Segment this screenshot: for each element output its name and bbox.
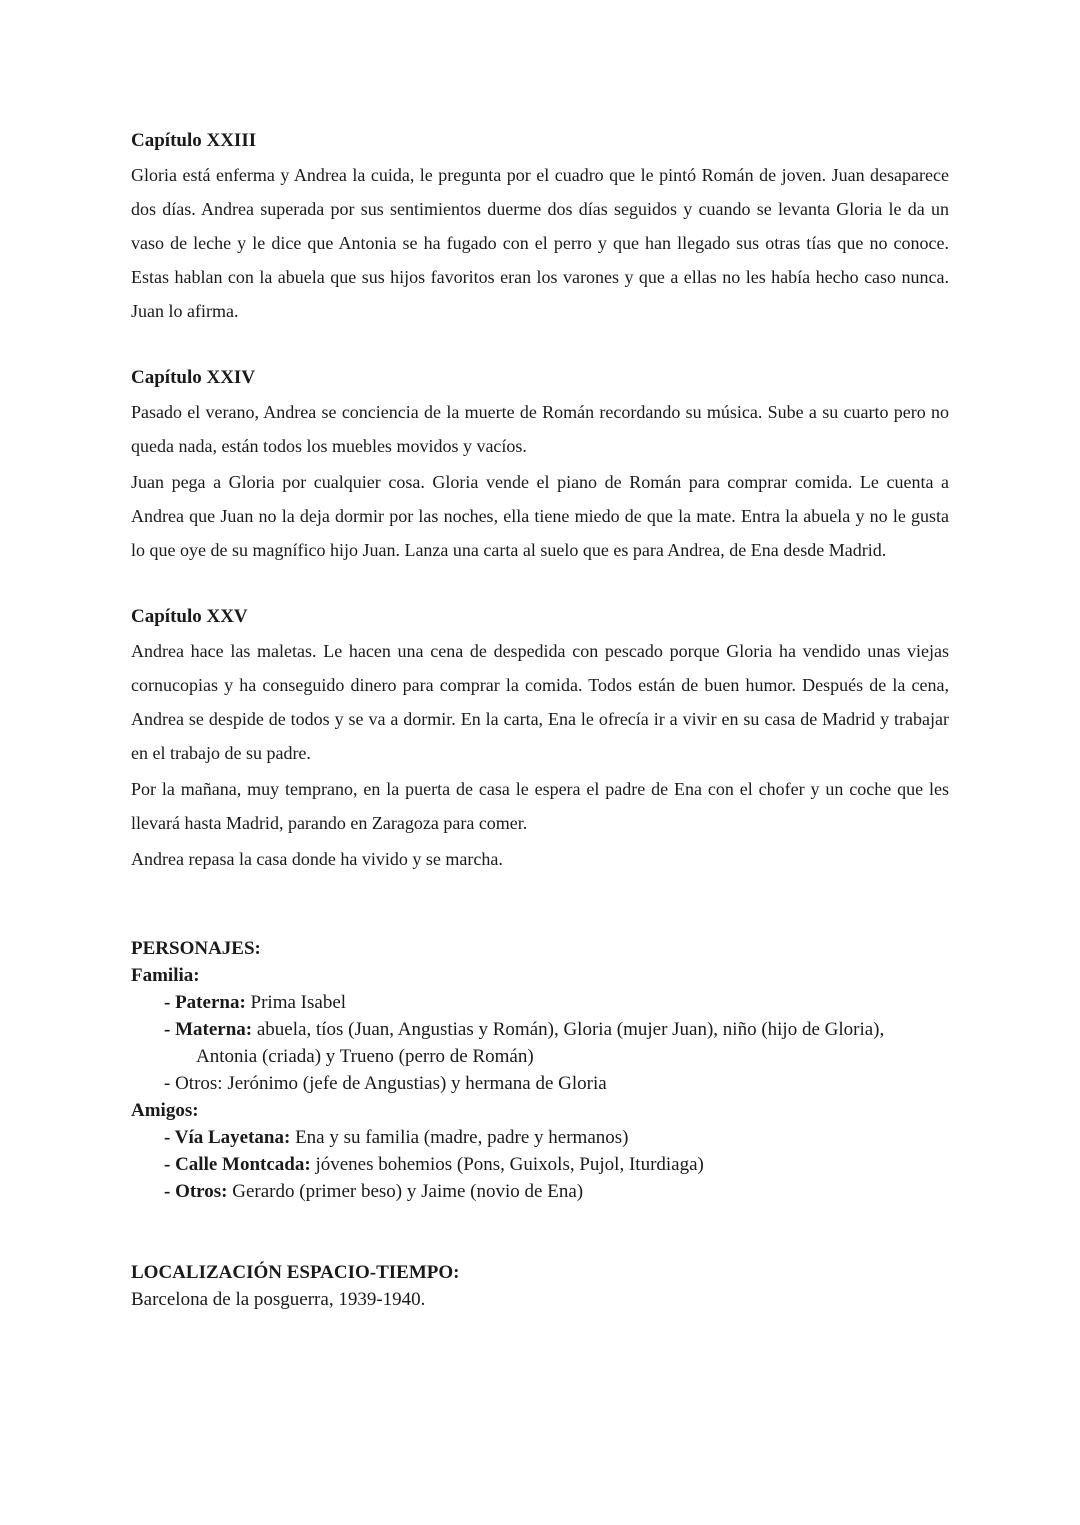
location-title: LOCALIZACIÓN ESPACIO-TIEMPO:	[131, 1262, 460, 1283]
materna-label: - Materna:	[164, 1019, 253, 1040]
chapter-paragraph: Andrea hace las maletas. Le hacen una cena de despedida con pescado porque Gloria ha vendido unas viejas cornucopias y ha conseguido dinero para comprar la comida. Todos están de buen humor. Después de la cena, Andrea se despide de todos y se va a dormir. En la carta, Ena le ofrecía ir a vivir en su casa de Madrid y trabajar en el trabajo de su padre.	[131, 641, 949, 763]
chapter-paragraph: Por la mañana, muy temprano, en la puerta de casa le espera el padre de Ena con el chofer y un coche que les llevará hasta Madrid, parando en Zaragoza para comer.	[131, 779, 949, 833]
chapter-title: Capítulo XXIII	[131, 130, 257, 151]
location-section	[131, 1259, 949, 1313]
family-materna-continued: Antonia (criada) y Trueno (perro de Román)	[196, 1046, 534, 1067]
otros-text: Gerardo (primer beso) y Jaime (novio de Ena)	[227, 1181, 584, 1202]
via-text: Ena y su familia (madre, padre y hermanos)	[290, 1127, 629, 1148]
otros-label: - Otros:	[164, 1181, 228, 1202]
characters-section	[131, 935, 949, 1205]
paterna-label: - Paterna:	[164, 992, 246, 1013]
paterna-text: Prima Isabel	[245, 992, 347, 1013]
characters-title: PERSONAJES:	[131, 938, 261, 959]
chapter-23	[131, 128, 949, 328]
chapter-24	[131, 365, 949, 567]
document-page	[131, 128, 949, 1313]
chapter-title: Capítulo XXV	[131, 606, 248, 627]
friends-via-layetana	[131, 1124, 949, 1151]
calle-label: - Calle Montcada:	[164, 1154, 311, 1175]
chapter-paragraph: Gloria está enferma y Andrea la cuida, le pregunta por el cuadro que le pintó Román de joven. Juan desaparece dos días. Andrea superada por sus sentimientos duerme dos días seguidos y cuando se levanta Gloria le da un vaso de leche y le dice que Antonia se ha fugado con el perro y que han llegado sus otras tías que no conoce. Estas hablan con la abuela que sus hijos favoritos eran los varones y que a ellas no les había hecho caso nunca. Juan lo afirma.	[131, 165, 949, 321]
via-label: - Vía Layetana:	[164, 1127, 291, 1148]
family-otros: - Otros: Jerónimo (jefe de Angustias) y hermana de Gloria	[164, 1073, 607, 1094]
friends-calle-montcada	[131, 1151, 949, 1178]
chapter-paragraph: Juan pega a Gloria por cualquier cosa. Gloria vende el piano de Román para comprar comida. Le cuenta a Andrea que Juan no la deja dormir por las noches, ella tiene miedo de que la mate. Entra la abuela y no le gusta lo que oye de su magnífico hijo Juan. Lanza una carta al suelo que es para Andrea, de Ena desde Madrid.	[131, 472, 949, 560]
chapter-paragraph: Andrea repasa la casa donde ha vivido y se marcha.	[131, 849, 503, 869]
family-label: Familia:	[131, 965, 200, 986]
friends-otros	[131, 1178, 949, 1205]
friends-label: Amigos:	[131, 1100, 199, 1121]
family-materna	[131, 1016, 949, 1043]
family-paterna	[131, 989, 949, 1016]
calle-text: jóvenes bohemios (Pons, Guixols, Pujol, Iturdiaga)	[310, 1154, 704, 1175]
chapter-paragraph: Pasado el verano, Andrea se conciencia de la muerte de Román recordando su música. Sube a su cuarto pero no queda nada, están todos los muebles movidos y vacíos.	[131, 402, 949, 456]
chapter-title: Capítulo XXIV	[131, 367, 256, 388]
materna-text: abuela, tíos (Juan, Angustias y Román), Gloria (mujer Juan), niño (hijo de Gloria),	[252, 1019, 885, 1040]
location-text: Barcelona de la posguerra, 1939-1940.	[131, 1289, 426, 1310]
chapter-25	[131, 604, 949, 876]
